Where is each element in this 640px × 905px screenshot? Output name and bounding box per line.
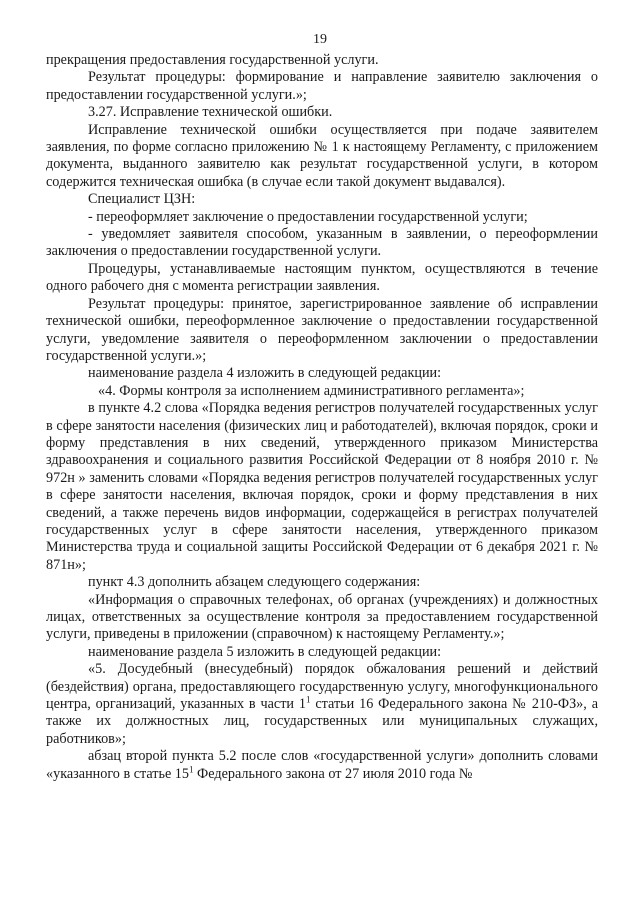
paragraph-5: Специалист ЦЗН:: [88, 191, 196, 208]
superscript-2: 1: [189, 763, 194, 774]
paragraph-4: Исправление технической ошибки осуществляется при подаче заявителем заявления, по форме согласно приложению № 1 к настоящему Регламенту, с приложением документа, выданного заявителю как результат государственной услуги, в котором содержится техническая ошибка (в случае если такой документ выдавался).: [46, 121, 598, 190]
paragraph-8: Процедуры, устанавливаемые настоящим пунктом, осуществляются в течение одного рабочего дня с момента регистрации заявления.: [46, 260, 598, 295]
paragraph-12: в пункте 4.2 слова «Порядка ведения регистров получателей государственных услуг в сфере занятости населения (физических лиц и работодателей), включая порядок, сроки и форму представления в них сведений, утвержденного приказом Министерства здравоохранения и социального развития Российской Федерации от 8 ноября 2010 г. № 972н » заменить словами «Порядка ведения регистров получателей государственных услуг в сфере занятости населения, включая порядок, сроки и форму представления в них сведений, а также перечень видов информации, содержащейся в регистрах получателей государственных услуг в сфере занятости населения, утвержденного приказом Министерства труда и социальной защиты Российской Федерации от 6 декабря 2021 г. № 871н»;: [46, 400, 598, 573]
paragraph-17: [46, 748, 598, 783]
paragraph-2: Результат процедуры: формирование и направление заявителю заключения о предоставлении государственной услуги.»;: [46, 69, 598, 103]
paragraph-1: прекращения предоставления государственной услуги.: [46, 52, 379, 68]
list-item-2: - уведомляет заявителя способом, указанным в заявлении, о переоформлении заключения о предоставлении государственной услуги.: [46, 226, 598, 260]
paragraph-10: наименование раздела 4 изложить в следующей редакции:: [88, 365, 442, 382]
list-item-1: - переоформляет заключение о предоставлении государственной услуги;: [88, 208, 528, 225]
paragraph-17-part-1: абзац второй пункта 5.2 после слов «государственной услуги» дополнить словами «указанного в статье 15: [46, 748, 598, 782]
paragraph-16-part-1: «5. Досудебный (внесудебный) порядок обжалования решений и действий (бездействия) органа, предоставляющего государственную услугу, многофункционального центра, организаций, указанных в части 1: [46, 661, 598, 713]
superscript-1: 1: [305, 694, 311, 705]
document-body: [46, 52, 598, 783]
paragraph-13: пункт 4.3 дополнить абзацем следующего содержания:: [88, 574, 421, 591]
section-heading-3-27: 3.27. Исправление технической ошибки.: [88, 104, 333, 121]
paragraph-16: [46, 661, 598, 748]
paragraph-9: Результат процедуры: принятое, зарегистрированное заявление об исправлении технической ошибки, переоформленное заключение о предоставлении государственной услуги, уведомление заявителя о переоформленном заключении о предоставлении государственной услуги.»;: [46, 295, 598, 364]
paragraph-14: «Информация о справочных телефонах, об органах (учреждениях) и должностных лицах, ответственных за осуществление контроля за предоставлением государственной услуги, приведены в приложении (справочном) к настоящему Регламенту.»;: [46, 591, 598, 643]
page-number: 19: [313, 32, 327, 47]
paragraph-16-part-2: статьи 16 Федерального закона № 210-ФЗ», а также их должностных лиц, государственных или муниципальных служащих, работников»;: [46, 696, 598, 747]
paragraph-17-part-2: Федерального закона от 27 июля 2010 года №: [193, 765, 473, 782]
paragraph-15: наименование раздела 5 изложить в следующей редакции:: [88, 643, 442, 660]
paragraph-11: «4. Формы контроля за исполнением административного регламента»;: [98, 382, 525, 399]
